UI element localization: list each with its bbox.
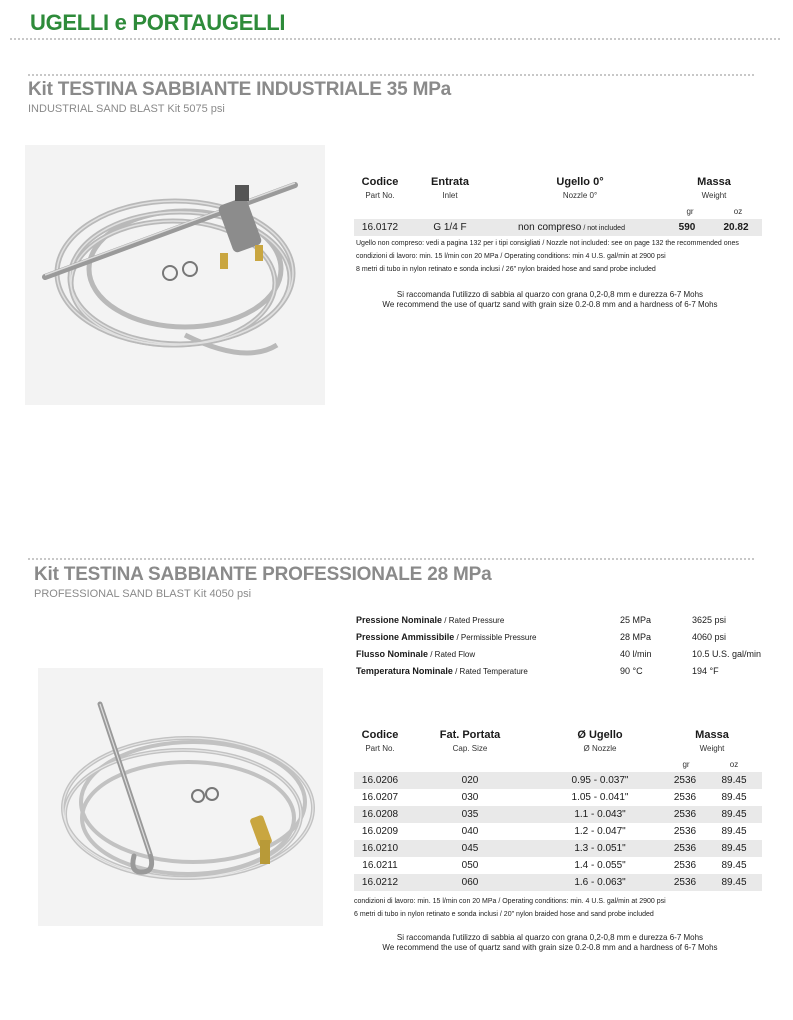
nozzle-diameter: 0.95 - 0.037" <box>571 775 629 786</box>
col-code-header: Codice <box>361 176 399 188</box>
note: condizioni di lavoro: min. 15 l/min con 20 MPa / Operating conditions: min 4 U.S. gal/min at 2900 psi <box>356 253 666 260</box>
col-nozzle-header: Ugello 0° <box>556 176 604 188</box>
col-inlet-subheader: Inlet <box>442 191 458 200</box>
note: condizioni di lavoro: min. 15 l/min con 20 MPa / Operating conditions: min. 4 U.S. gal/min at 2900 psi <box>354 898 666 905</box>
unit-oz: oz <box>729 760 739 769</box>
table-row <box>354 840 762 857</box>
section1-title: Kit TESTINA SABBIANTE INDUSTRIALE 35 MPa <box>28 79 452 100</box>
part-number: 16.0172 <box>361 222 399 233</box>
unit-gr: gr <box>682 760 690 769</box>
weight-oz: 89.45 <box>721 826 747 837</box>
weight-oz: 89.45 <box>721 775 747 786</box>
spec-value-imperial: 194 °F <box>692 666 719 676</box>
table-row <box>354 789 762 806</box>
col-mass-header: Massa <box>695 729 729 741</box>
table-row <box>354 857 762 874</box>
divider <box>10 38 780 40</box>
part-number: 16.0207 <box>361 792 399 803</box>
part-number: 16.0211 <box>362 860 398 871</box>
col-nozzle-subheader: Ø Nozzle <box>583 744 617 753</box>
weight-gr: 2536 <box>673 826 697 837</box>
nozzle-diameter: 1.6 - 0.063" <box>574 877 626 888</box>
col-code-subheader: Part No. <box>365 744 395 753</box>
col-mass-subheader: Weight <box>701 191 727 200</box>
sand-blast-kit-icon <box>25 145 325 405</box>
table-row <box>354 806 762 823</box>
recommendation-en: We recommend the use of quartz sand with grain size 0.2-0.8 mm and a hardness of 6-7 Mohs <box>382 300 718 309</box>
weight-gr: 2536 <box>673 877 697 888</box>
part-number: 16.0206 <box>361 775 399 786</box>
cap-size: 030 <box>461 792 479 803</box>
col-mass-header: Massa <box>697 176 731 188</box>
note: 6 metri di tubo in nylon retinato e sonda inclusi / 20" nylon braided hose and sand probe included <box>354 911 654 918</box>
weight-oz: 89.45 <box>721 860 747 871</box>
col-inlet-header: Entrata <box>431 176 469 188</box>
col-nozzle-header: Ø Ugello <box>577 729 623 741</box>
col-cap-header: Fat. Portata <box>439 729 501 741</box>
spec-label: Temperatura Nominale / Rated Temperature <box>356 666 528 676</box>
section2-subtitle: PROFESSIONAL SAND BLAST Kit 4050 psi <box>34 588 252 600</box>
sand-blast-kit-photo <box>38 668 323 926</box>
spec-value-metric: 90 °C <box>620 666 643 676</box>
spec-value-imperial: 3625 psi <box>692 615 727 625</box>
part-number: 16.0209 <box>361 826 399 837</box>
col-mass-subheader: Weight <box>699 744 725 753</box>
weight-gr: 2536 <box>673 860 697 871</box>
part-number: 16.0210 <box>361 843 399 854</box>
sand-blast-kit-icon <box>38 668 323 926</box>
recommendation-en: We recommend the use of quartz sand with grain size 0.2-0.8 mm and a hardness of 6-7 Mohs <box>382 943 718 952</box>
nozzle-diameter: 1.2 - 0.047" <box>574 826 626 837</box>
weight-gr: 2536 <box>673 843 697 854</box>
spec-value-metric: 25 MPa <box>620 615 652 625</box>
unit-oz: oz <box>733 207 743 216</box>
section1-subtitle: INDUSTRIAL SAND BLAST Kit 5075 psi <box>28 103 225 115</box>
part-number: 16.0212 <box>361 877 399 888</box>
weight-oz: 89.45 <box>721 792 747 803</box>
unit-gr: gr <box>686 207 694 216</box>
weight-gr: 2536 <box>673 792 697 803</box>
spec-value-imperial: 10.5 U.S. gal/min <box>692 649 762 659</box>
spec-value-metric: 28 MPa <box>620 632 652 642</box>
cap-size: 060 <box>461 877 479 888</box>
part-number: 16.0208 <box>361 809 399 820</box>
table-row <box>354 219 762 236</box>
table-row <box>354 772 762 789</box>
weight-oz: 89.45 <box>721 843 747 854</box>
spec-label: Pressione Nominale / Rated Pressure <box>356 615 505 625</box>
divider <box>28 74 754 76</box>
cap-size: 045 <box>461 843 479 854</box>
weight-oz: 20.82 <box>723 222 749 233</box>
table-row <box>354 874 762 891</box>
col-code-subheader: Part No. <box>365 191 395 200</box>
note: Ugello non compreso: vedi a pagina 132 per i tipi consigliati / Nozzle not included: see on page 132 the recommended ones <box>356 240 739 247</box>
spec-label: Flusso Nominale / Rated Flow <box>356 649 476 659</box>
nozzle-diameter: 1.3 - 0.051" <box>574 843 626 854</box>
nozzle-diameter: 1.4 - 0.055" <box>574 860 626 871</box>
weight-gr: 590 <box>678 222 696 233</box>
spec-value-metric: 40 l/min <box>620 649 652 659</box>
page-title: UGELLI e PORTAUGELLI <box>30 10 286 35</box>
nozzle-diameter: 1.1 - 0.043" <box>574 809 626 820</box>
divider <box>28 558 754 560</box>
col-code-header: Codice <box>361 729 399 741</box>
recommendation-it: Si raccomanda l'utilizzo di sabbia al quarzo con grana 0,2-0,8 mm e durezza 6-7 Mohs <box>396 933 704 942</box>
weight-oz: 89.45 <box>721 809 747 820</box>
col-cap-subheader: Cap. Size <box>452 744 488 753</box>
spec-value-imperial: 4060 psi <box>692 632 727 642</box>
cap-size: 020 <box>461 775 479 786</box>
weight-oz: 89.45 <box>721 877 747 888</box>
col-nozzle-subheader: Nozzle 0° <box>562 191 598 200</box>
note: 8 metri di tubo in nylon retinato e sonda inclusi / 26" nylon braided hose and sand probe included <box>356 266 656 273</box>
cap-size: 050 <box>461 860 479 871</box>
nozzle-value: non compreso / not included <box>518 222 625 233</box>
weight-gr: 2536 <box>673 809 697 820</box>
spec-label: Pressione Ammissibile / Permissible Pressure <box>356 632 537 642</box>
recommendation-it: Si raccomanda l'utilizzo di sabbia al quarzo con grana 0,2-0,8 mm e durezza 6-7 Mohs <box>396 290 704 299</box>
weight-gr: 2536 <box>673 775 697 786</box>
sand-blast-kit-photo <box>25 145 325 405</box>
cap-size: 040 <box>461 826 479 837</box>
cap-size: 035 <box>461 809 479 820</box>
nozzle-diameter: 1.05 - 0.041" <box>571 792 629 803</box>
inlet-value: G 1/4 F <box>433 222 467 233</box>
table-row <box>354 823 762 840</box>
section2-title: Kit TESTINA SABBIANTE PROFESSIONALE 28 MPa <box>34 564 492 585</box>
